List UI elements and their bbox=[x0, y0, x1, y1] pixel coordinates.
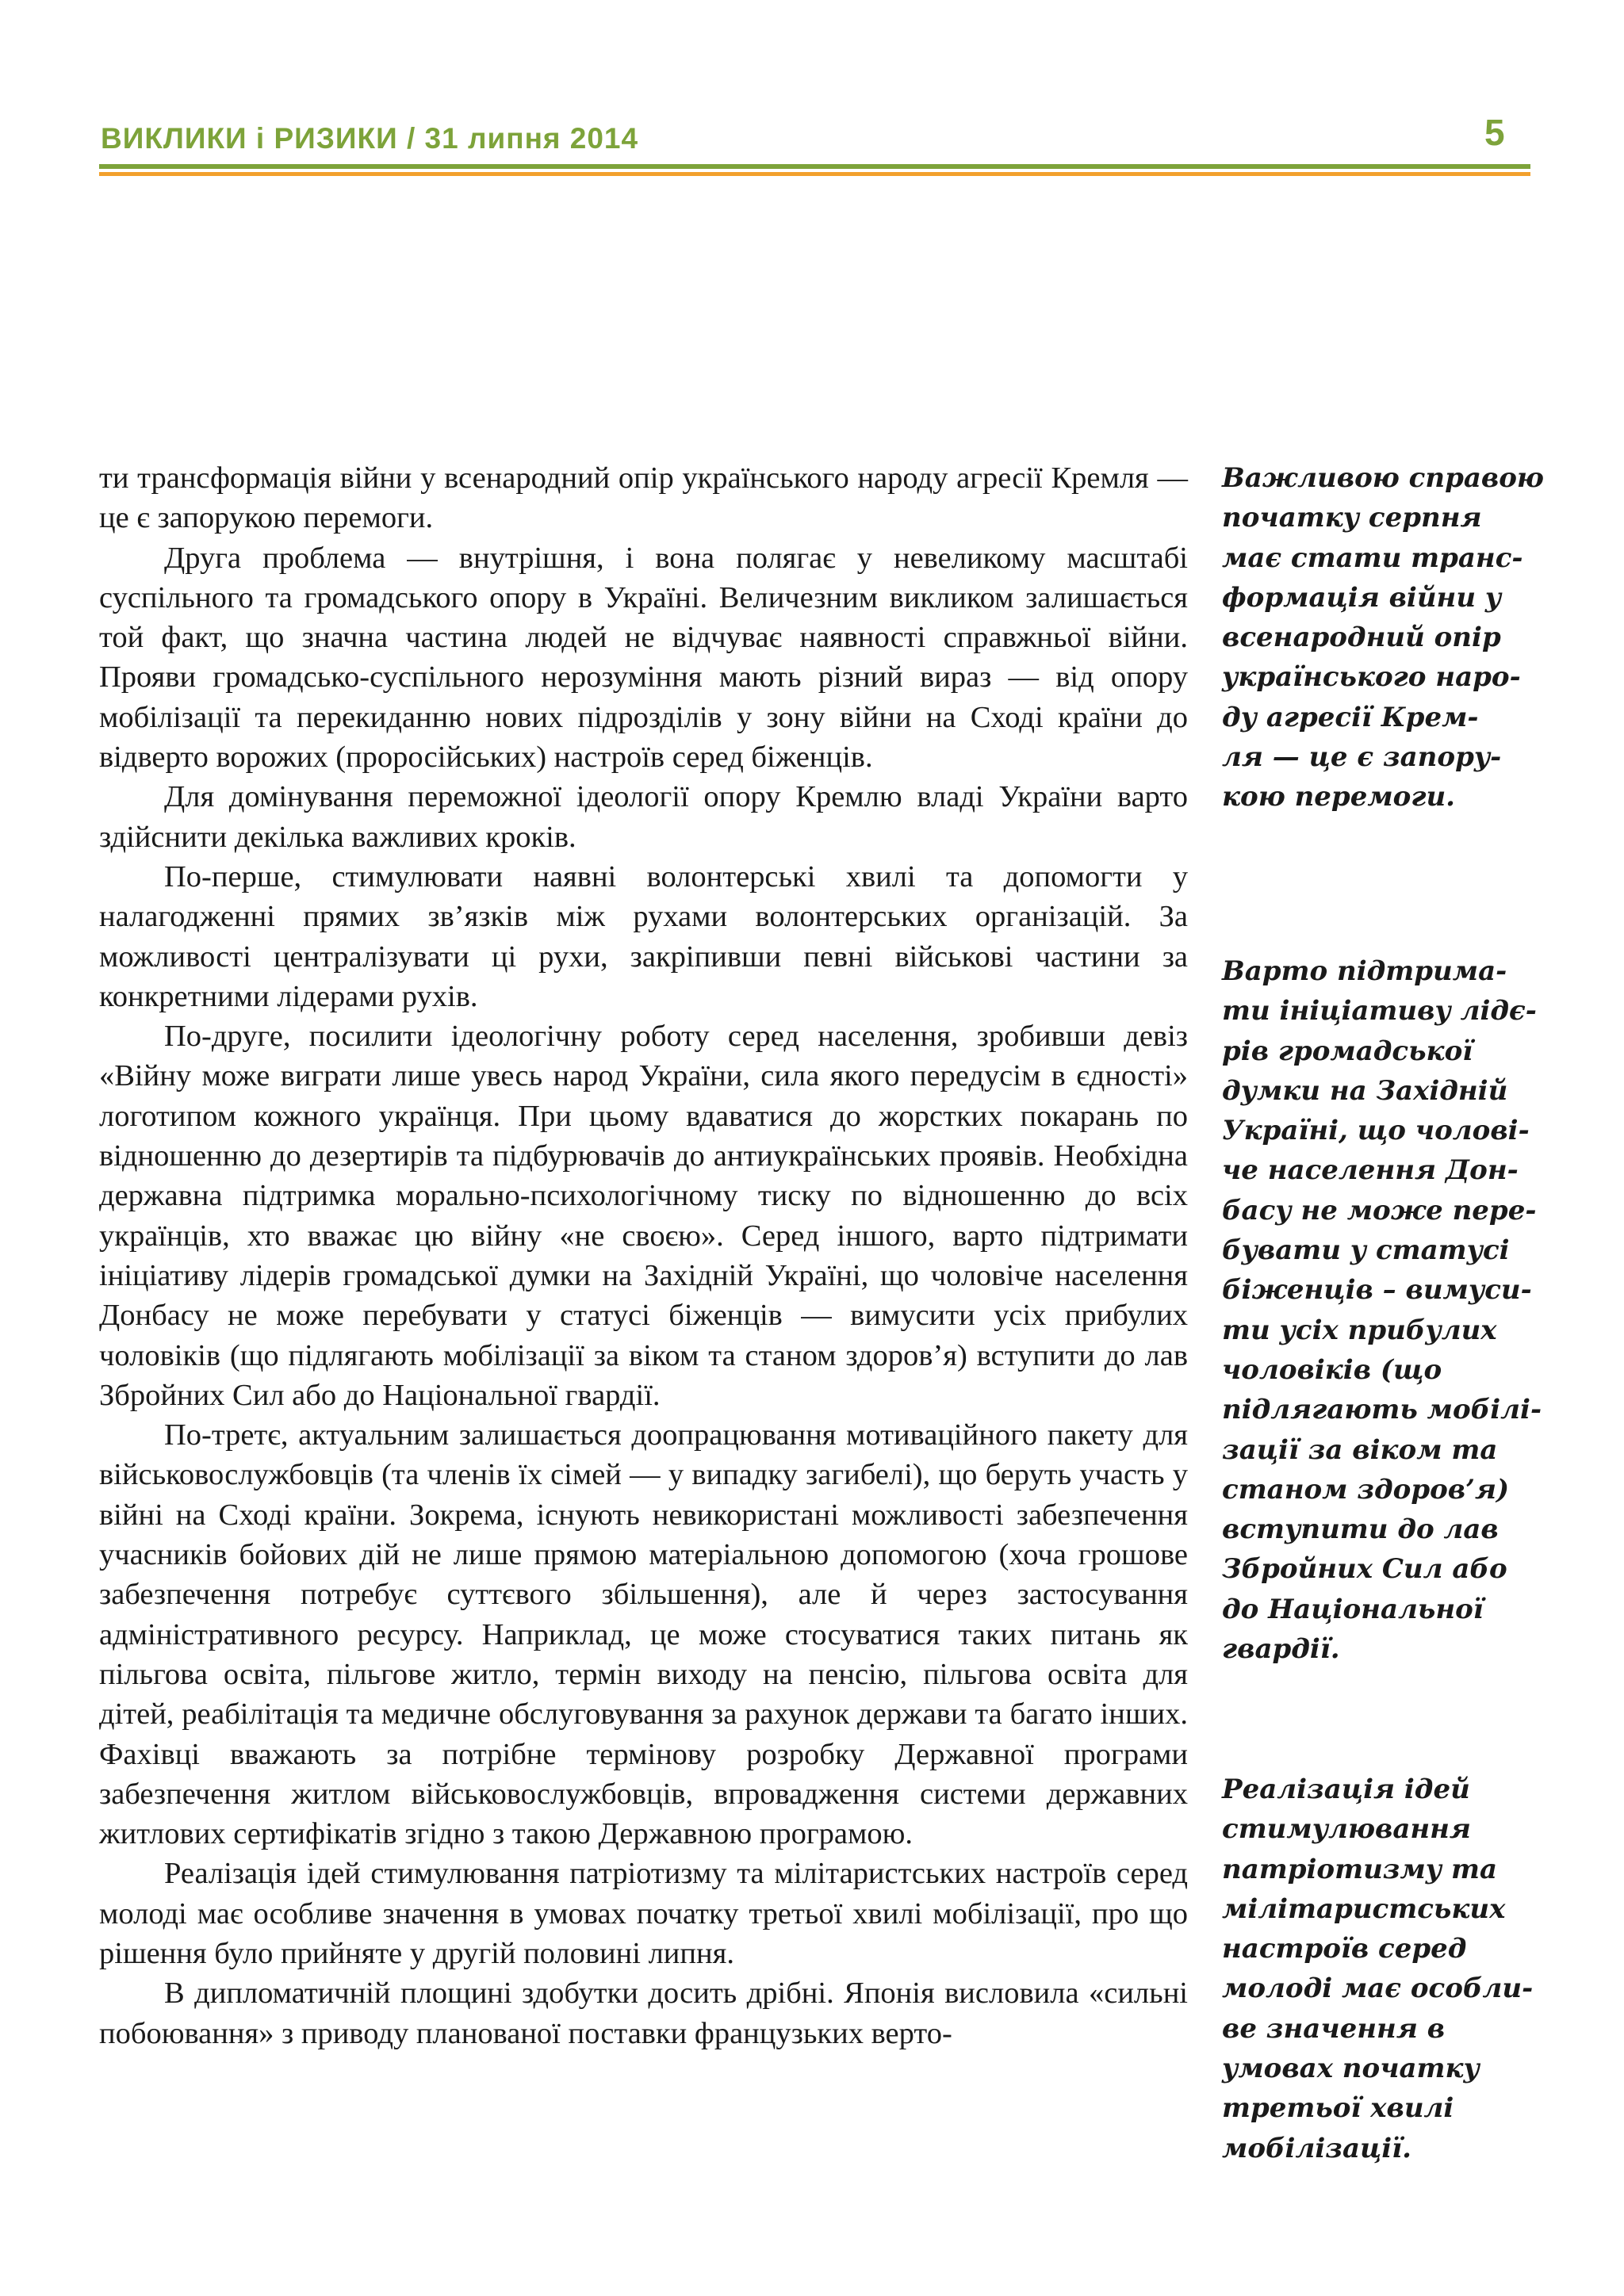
paragraph: По-третє, актуальним залишається доопрацювання мотиваційного пакету для військовослужбовців (та членів їх сімей — у випадку загибелі), що беруть участь у війні на Сході країни. Зокрема, існують невикористані можливості забезпечення учасників бойових дій не лише прямою матеріальною допомогою (хоча грошове забезпечення потребує суттєвого збільшення), але й через застосування адміністративного ресурсу. Наприклад, це може стосуватися таких питань як пільгова освіта, пільгове житло, термін виходу на пенсію, пільгова освіта для дітей, реабілітація та медичне обслуговування за рахунок держави та багато інших. Фахівці вважають за потрібне термінову розробку Державної програми забезпечення житлом військовослужбовців, впровадження системи державних житлових сертифікатів згідно з такою Державною програмою. bbox=[99, 1418, 1188, 1851]
pull-quote-line: ду агресії Крем- bbox=[1222, 701, 1479, 733]
paragraph: ти трансформація війни у всенародний опір українського народу агресії Кремля — це є запорукою перемоги. bbox=[99, 461, 1188, 535]
running-header-title: ВИКЛИКИ і РИЗИКИ / 31 липня 2014 bbox=[101, 122, 639, 155]
pull-quote-line: початку серпня bbox=[1222, 502, 1482, 534]
pull-quote-line: Збройних Сил або bbox=[1222, 1553, 1507, 1586]
pull-quote-line: має стати транс- bbox=[1222, 541, 1523, 574]
main-column bbox=[99, 458, 1188, 2053]
pull-quote-line: вступити до лав bbox=[1222, 1513, 1499, 1546]
pull-quote-line: третьої хвилі bbox=[1222, 2092, 1454, 2125]
pull-quote-line: ти ініціативу лідє- bbox=[1222, 995, 1537, 1027]
pull-quote-1 bbox=[1222, 458, 1544, 817]
pull-quote-line: зації за віком та bbox=[1222, 1433, 1498, 1466]
pull-quote-line: формація війни у bbox=[1222, 581, 1502, 614]
pull-quote-line: думки на Західній bbox=[1222, 1074, 1508, 1107]
paragraph: В дипломатичній площині здобутки досить дрібні. Японія висловила «сильні побоювання» з приводу планованої поставки французьких верто- bbox=[99, 1976, 1188, 2050]
pull-quote-3 bbox=[1222, 1770, 1539, 2168]
page-number: 5 bbox=[1484, 112, 1505, 153]
pull-quote-line: стимулювання bbox=[1222, 1813, 1471, 1846]
pull-quote-line: ве значення в bbox=[1222, 2012, 1446, 2045]
pull-quote-line: Варто підтрима- bbox=[1222, 955, 1507, 987]
pull-quote-line: мілітаристських bbox=[1222, 1892, 1506, 1925]
pull-quote-line: бувати у статусі bbox=[1222, 1234, 1510, 1267]
header-rule-orange bbox=[99, 172, 1530, 176]
pull-quote-line: чоловіків (що bbox=[1222, 1353, 1442, 1386]
pull-quote-line: Реалізація ідей bbox=[1222, 1774, 1470, 1805]
pull-quote-line: молоді має особли- bbox=[1222, 1973, 1534, 2005]
header-rule-green bbox=[99, 164, 1530, 169]
pull-quote-line: гвардії. bbox=[1222, 1633, 1340, 1666]
pull-quote-line: патріотизму та bbox=[1222, 1853, 1497, 1885]
pull-quote-line: ти усіх прибулих bbox=[1222, 1314, 1497, 1346]
pull-quote-line: станом здоров’я) bbox=[1222, 1473, 1510, 1506]
paragraph: Для домінування переможної ідеології опору Кремлю владі України варто здійснити декілька важливих кроків. bbox=[99, 780, 1188, 854]
pull-quote-line: настроїв серед bbox=[1222, 1933, 1467, 1965]
pull-quote-line: до Національної bbox=[1222, 1593, 1484, 1625]
pull-quote-line: українського наро- bbox=[1222, 661, 1521, 694]
paragraph: По-перше, стимулювати наявні волонтерські хвилі та допомогти у налагодженні прямих зв’язків між рухами волонтерських організацій. За можливості централізувати ці рухи, закріпивши певні військові частини за конкретними лідерами рухів. bbox=[99, 859, 1188, 1013]
pull-quote-line: Важливою справою bbox=[1222, 462, 1544, 494]
pull-quote-line: Україні, що чолові- bbox=[1222, 1115, 1530, 1147]
pull-quote-line: підлягають мобілі- bbox=[1222, 1394, 1542, 1426]
paragraph: Друга проблема — внутрішня, і вона полягає у невеликому масштабі суспільного та громадського опору в Україні. Величезним викликом залишається той факт, що значна частина людей не відчуває наявності справжньої війни. Прояви громадсько-суспільного нерозуміння мають різний вираз — від опору мобілізації та перекиданню нових підрозділів у зону війни на Сході країни до відверто ворожих (проросійських) настроїв серед біженців. bbox=[99, 541, 1188, 775]
pull-quote-line: басу не може пере- bbox=[1222, 1194, 1537, 1226]
paragraph: Реалізація ідей стимулювання патріотизму та мілітаристських настроїв серед молоді має особливе значення в умовах початку третьої хвилі мобілізації, про що рішення було прийняте у другій половині липня. bbox=[99, 1857, 1188, 1970]
paragraph: По-друге, посилити ідеологічну роботу серед населення, зробивши девіз «Війну може виграти лише увесь народ України, сила якого передусім в єдності» логотипом кожного українця. При цьому вдаватися до жорстких покарань по відношенню до дезертирів та підбурювачів до антиукраїнських проявів. Необхідна державна підтримка морально-психологічному тиску по відношенню до всіх українців, хто вважає цю війну «не своєю». Серед іншого, варто підтримати ініціативу лідерів громадської думки на Західній Україні, що чоловіче населення Донбасу не може перебувати у статусі біженців — вимусити усіх прибулих чоловіків (що підлягають мобілізації за віком та станом здоров’я) вступити до лав Збройних Сил або до Національної гвардії. bbox=[99, 1020, 1188, 1412]
pull-quote-line: всенародний опір bbox=[1222, 622, 1501, 654]
pull-quote-line: умовах початку bbox=[1222, 2053, 1480, 2085]
pull-quote-line: ля — це є запору- bbox=[1222, 741, 1502, 774]
pull-quote-line: біженців – вимуси- bbox=[1222, 1274, 1532, 1307]
pull-quote-line: кою перемоги. bbox=[1222, 781, 1456, 813]
pull-quote-line: рів громадської bbox=[1222, 1035, 1473, 1067]
pull-quote-2 bbox=[1222, 951, 1542, 1669]
pull-quote-line: мобілізації. bbox=[1222, 2132, 1411, 2164]
pull-quote-line: че населення Дон- bbox=[1222, 1154, 1519, 1187]
